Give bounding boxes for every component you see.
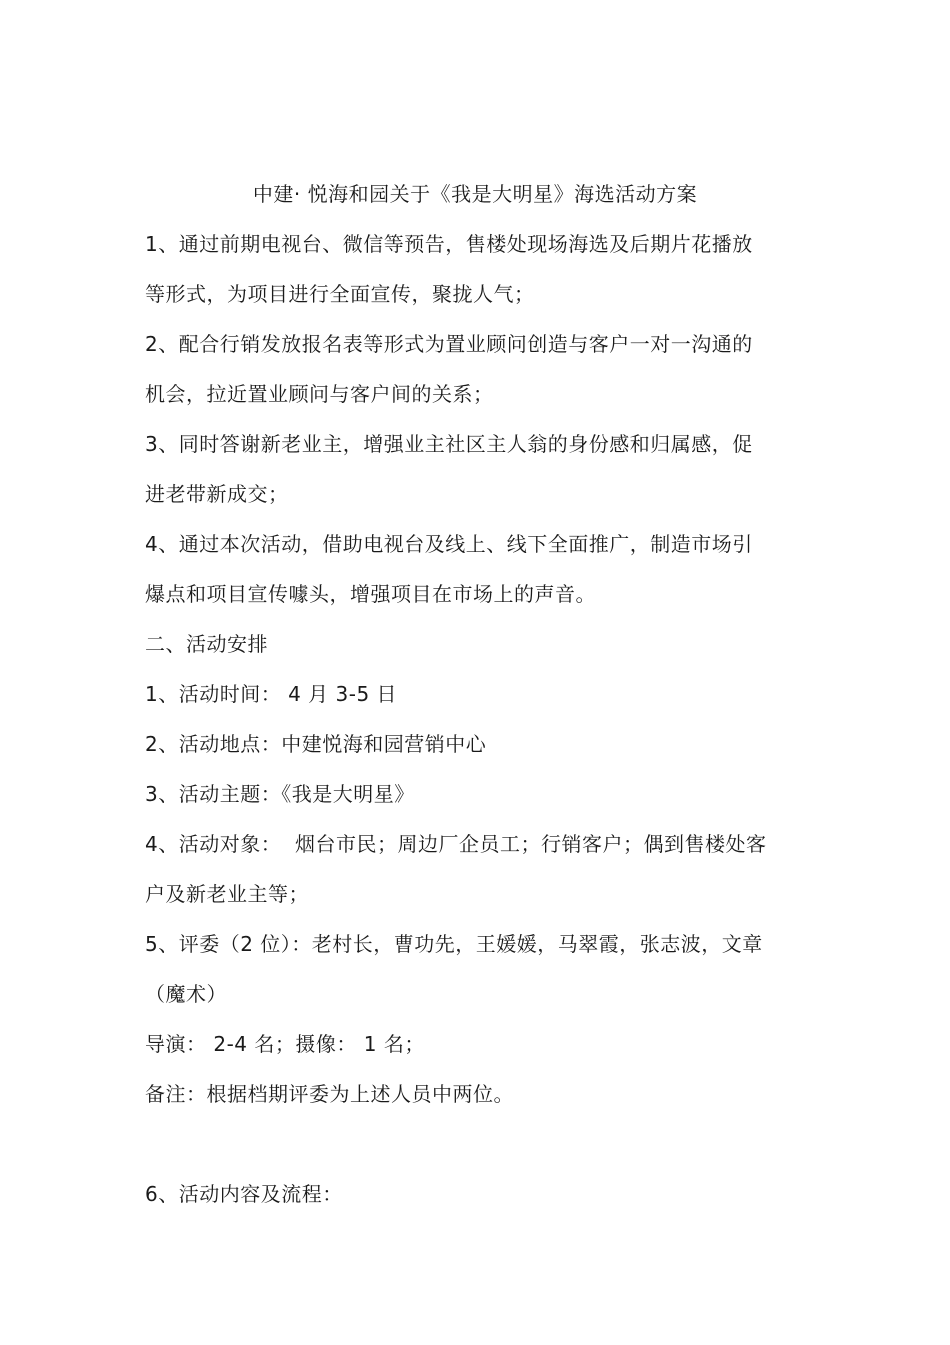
- text-line-goal-1b: 等形式，为项目进行全面宣传，聚拢人气；: [145, 282, 535, 306]
- text-line-goal-3a: 3、同时答谢新老业主，增强业主社区主人翁的身份感和归属感，促: [145, 432, 753, 456]
- text-line-content-flow: 6、活动内容及流程：: [145, 1182, 343, 1206]
- text-line-judges-b: （魔术）: [145, 982, 227, 1006]
- text-line-goal-4b: 爆点和项目宣传噱头，增强项目在市场上的声音。: [145, 582, 596, 606]
- text-line-staff: 导演： 2-4 名；摄像： 1 名；: [145, 1032, 425, 1056]
- text-line-judges-a: 5、评委（2 位）：老村长，曹功先，王媛媛，马翠霞，张志波，文章: [145, 932, 763, 956]
- text-line-goal-3b: 进老带新成交；: [145, 482, 289, 506]
- text-line-theme: 3、活动主题：《我是大明星》: [145, 782, 415, 806]
- text-line-goal-2b: 机会，拉近置业顾问与客户间的关系；: [145, 382, 494, 406]
- text-line-note: 备注：根据档期评委为上述人员中两位。: [145, 1082, 514, 1106]
- text-line-time: 1、活动时间： 4 月 3-5 日: [145, 682, 398, 706]
- section-heading-arrangement: 二、活动安排: [145, 632, 268, 656]
- document-title: 中建· 悦海和园关于《我是大明星》海选活动方案: [252, 182, 698, 206]
- text-line-audience-a: 4、活动对象： 烟台市民；周边厂企员工；行销客户；偶到售楼处客: [145, 832, 767, 856]
- text-line-location: 2、活动地点：中建悦海和园营销中心: [145, 732, 487, 756]
- text-line-audience-b: 户及新老业主等；: [145, 882, 309, 906]
- text-line-goal-1a: 1、通过前期电视台、微信等预告，售楼处现场海选及后期片花播放: [145, 232, 753, 256]
- text-line-goal-4a: 4、通过本次活动，借助电视台及线上、线下全面推广，制造市场引: [145, 532, 753, 556]
- text-line-goal-2a: 2、配合行销发放报名表等形式为置业顾问创造与客户一对一沟通的: [145, 332, 753, 356]
